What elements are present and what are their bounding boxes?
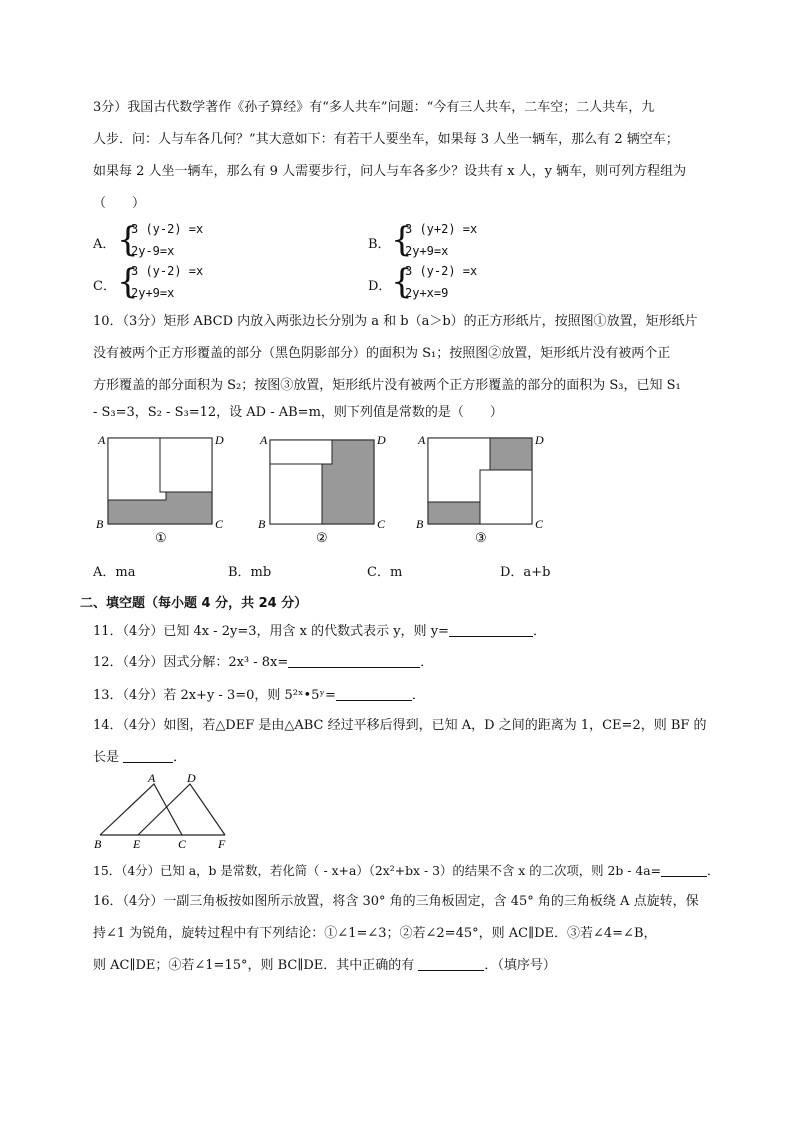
fig1-label-a: A — [98, 433, 106, 447]
q14-label-a: A — [148, 771, 156, 785]
fig3-square-small — [480, 470, 532, 524]
fig1-caption: ① — [155, 530, 167, 545]
fig2-top-strip — [270, 440, 332, 464]
q15-answer-blank[interactable] — [661, 862, 707, 877]
q14-line-1: 14．（4分）如图，若△DEF 是由△ABC 经过平移后得到，已知 A，D 之间的距离为 1，CE=2，则 BF 的 — [93, 718, 707, 733]
q9-line-1: 3分）我国古代数学著作《孙子算经》有“多人共车”问题：“今有三人共车，二车空；二人共车，九 — [93, 100, 655, 115]
fig3-label-d: D — [535, 433, 544, 447]
brace-icon: { — [391, 262, 413, 302]
q10-line-3: 方形覆盖的部分面积为 S₂；按图③放置，矩形纸片没有被两个正方形覆盖的部分的面积为 S₃，已知 S₁ — [93, 378, 681, 393]
q9-option-c-eq1: 3 (y-2) =x — [131, 264, 204, 278]
q9-line-3: 如果每 2 人坐一辆车，那么有 9 人需要步行，问人与车各多少？设共有 x 人，y 辆车，则可列方程组为 — [93, 164, 687, 179]
q10-option-d[interactable]: D．a+b — [500, 565, 551, 580]
triangle-abc — [100, 784, 182, 835]
q15: 15．（4分）已知 a，b 是常数，若化简（ - x+a）（2x²+bx - 3）的结果不含 x 的二次项，则 2b - 4a= ． — [93, 863, 720, 878]
q16-line-1: 16．（4分）一副三角板按如图所示放置，将含 30° 角的三角板固定，含 45° 角的三角板绕 A 点旋转，保 — [93, 894, 699, 909]
fig2-label-d: D — [377, 433, 386, 447]
q11-text: 11．（4分）已知 4x - 2y=3，用含 x 的代数式表示 y，则 y= — [93, 624, 449, 639]
q14-label-c: C — [178, 837, 187, 851]
q16-line-3: 则 AC∥DE；④若∠1=15°，则 BC∥DE．其中正确的有 ．（填序号） — [93, 958, 556, 973]
q14-figure — [90, 770, 240, 852]
fig2-label-a: A — [260, 433, 268, 447]
q11-answer-blank[interactable] — [449, 622, 533, 637]
q9-answer-paren: （ ） — [93, 196, 146, 211]
q10-figure-1 — [96, 433, 224, 545]
q13-answer-blank[interactable] — [336, 686, 412, 701]
q13-text: 13．（4分）若 2x+y - 3=0，则 5²ˣ•5ʸ= — [93, 688, 336, 703]
q14-line-2: 长是 ． — [93, 750, 187, 765]
q9-option-b-eq1: 3 (y+2) =x — [405, 222, 478, 236]
q14-label-e: E — [133, 837, 141, 851]
q10-figure-2 — [258, 433, 386, 545]
q10-figures — [90, 430, 560, 550]
q12-answer-blank[interactable] — [288, 653, 420, 668]
q10-figure-3 — [416, 433, 544, 545]
q9-option-c-eq2: 2y+9=x — [131, 286, 175, 300]
fig3-label-c: C — [535, 517, 544, 531]
q9-option-a-eq2: 2y-9=x — [131, 244, 175, 258]
q10-option-b[interactable]: B．mb — [228, 565, 272, 580]
q16-line-2: 持∠1 为锐角，旋转过程中有下列结论：①∠1=∠3；②若∠2=45°，则 AC∥DE．③若∠4=∠B， — [93, 926, 657, 941]
brace-icon: { — [391, 220, 413, 260]
q10-option-c[interactable]: C．m — [367, 565, 403, 580]
fig3-caption: ③ — [475, 530, 487, 545]
q14-answer-blank[interactable] — [123, 748, 173, 763]
q12: 12．（4分）因式分解：2x³ - 8x= ． — [93, 655, 434, 670]
triangle-def — [138, 784, 225, 835]
fig1-square-large — [160, 438, 212, 492]
q15-text: 15．（4分）已知 a，b 是常数，若化简（ - x+a）（2x²+bx - 3）的结果不含 x 的二次项，则 2b - 4a= — [93, 863, 662, 878]
q16-answer-blank[interactable] — [418, 956, 484, 971]
q9-option-b-eq2: 2y+9=x — [405, 244, 449, 258]
q10-line-1: 10．（3分）矩形 ABCD 内放入两张边长分别为 a 和 b（a＞b）的正方形纸片，按照图①放置，矩形纸片 — [93, 314, 698, 329]
fig1-label-d: D — [215, 433, 224, 447]
fig1-label-b: B — [96, 517, 104, 531]
fig1-label-c: C — [215, 517, 224, 531]
q11: 11．（4分）已知 4x - 2y=3，用含 x 的代数式表示 y，则 y= ． — [93, 624, 546, 639]
q10-line-2: 没有被两个正方形覆盖的部分（黑色阴影部分）的面积为 S₁；按照图②放置，矩形纸片没有被两个正 — [93, 346, 671, 361]
fig3-shaded-top — [490, 438, 532, 470]
q12-text: 12．（4分）因式分解：2x³ - 8x= — [93, 655, 289, 670]
fig3-shaded-bottom — [428, 502, 480, 524]
fig2-square — [270, 464, 322, 524]
fig3-label-a: A — [418, 433, 426, 447]
section-2-heading: 二、填空题（每小题 4 分，共 24 分） — [80, 596, 308, 611]
q14-label-b: B — [94, 837, 102, 851]
q9-option-d-eq1: 3 (y-2) =x — [405, 264, 478, 278]
q10-line-4: - S₃=3，S₂ - S₃=12，设 AD - AB=m，则下列值是常数的是（ ） — [93, 405, 503, 420]
fig2-label-b: B — [258, 517, 266, 531]
fig2-caption: ② — [316, 530, 328, 545]
q9-option-d-eq2: 2y+x=9 — [405, 286, 449, 300]
brace-icon: { — [117, 262, 139, 302]
fig2-label-c: C — [377, 517, 386, 531]
q9-line-2: 人步．问：人与车各几何？”其大意如下：有若干人要坐车，如果每 3 人坐一辆车，那么有 2 辆空车； — [93, 132, 679, 147]
q14-label-f: F — [218, 837, 226, 851]
q10-option-a[interactable]: A．ma — [93, 565, 136, 580]
fig3-label-b: B — [416, 517, 424, 531]
q14-label-d: D — [187, 771, 196, 785]
q13: 13．（4分）若 2x+y - 3=0，则 5²ˣ•5ʸ= ． — [93, 688, 425, 703]
brace-icon: { — [117, 220, 139, 260]
fig1-square-small — [108, 438, 166, 500]
q9-option-a-eq1: 3 (y-2) =x — [131, 222, 204, 236]
